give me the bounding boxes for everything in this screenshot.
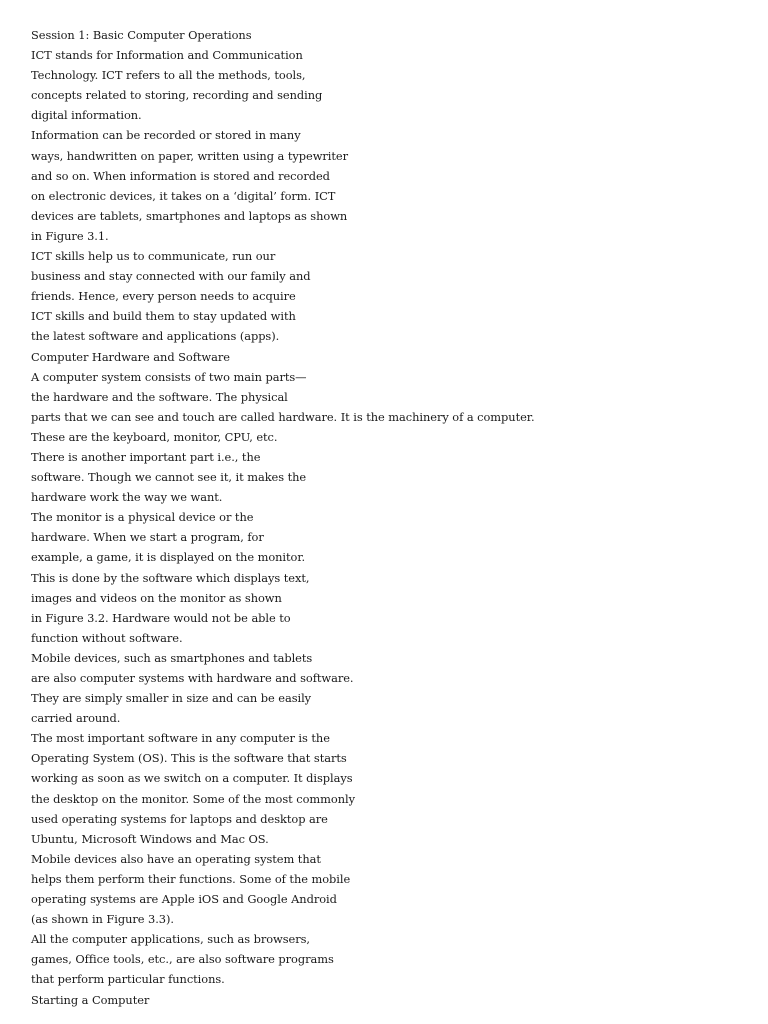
text-line: (as shown in Figure 3.3). [31, 912, 174, 927]
text-line: that perform particular functions. [31, 972, 225, 987]
text-line: Operating System (OS). This is the software that starts [31, 751, 347, 766]
text-line: the desktop on the monitor. Some of the most commonly [31, 791, 355, 806]
text-line: concepts related to storing, recording and sending [31, 88, 323, 103]
text-line: The monitor is a physical device or the [31, 510, 254, 525]
text-line: games, Office tools, etc., are also software programs [31, 952, 334, 967]
text-line: carried around. [31, 711, 121, 726]
text-line: They are simply smaller in size and can be easily [31, 691, 312, 706]
text-line: business and stay connected with our family and [31, 269, 311, 284]
text-line: Ubuntu, Microsoft Windows and Mac OS. [31, 831, 269, 846]
text-line: ICT stands for Information and Communication [31, 48, 303, 63]
text-line: helps them perform their functions. Some of the mobile [31, 871, 351, 886]
text-line: used operating systems for laptops and desktop are [31, 811, 328, 826]
document-page [31, 25, 751, 1010]
text-line: the latest software and applications (apps). [31, 329, 280, 344]
text-line: parts that we can see and touch are called hardware. It is the machinery of a computer. [31, 409, 535, 424]
text-line: All the computer applications, such as browsers, [31, 932, 311, 947]
text-line: ICT skills and build them to stay updated with [31, 309, 296, 324]
text-line: function without software. [31, 630, 183, 645]
text-line: are also computer systems with hardware and software. [31, 671, 354, 685]
text-line: ways, handwritten on paper, written using a typewriter [31, 148, 348, 163]
section-heading: Starting a Computer [31, 992, 150, 1007]
text-line: ICT skills help us to communicate, run our [31, 249, 276, 264]
text-line: Technology. ICT refers to all the methods, tools, [31, 68, 306, 83]
text-line: There is another important part i.e., the [31, 449, 261, 464]
text-line: in Figure 3.2. Hardware would not be able to [31, 610, 291, 625]
text-line: digital information. [31, 108, 142, 123]
text-line: example, a game, it is displayed on the monitor. [31, 550, 306, 565]
text-line: This is done by the software which displays text, [31, 570, 310, 585]
text-line: A computer system consists of two main parts— [31, 369, 307, 384]
text-line: These are the keyboard, monitor, CPU, etc. [31, 429, 278, 444]
text-line: devices are tablets, smartphones and laptops as shown [31, 208, 348, 223]
text-line: hardware. When we start a program, for [31, 530, 264, 545]
text-line: friends. Hence, every person needs to acquire [31, 289, 296, 304]
text-line: in Figure 3.1. [31, 228, 109, 243]
text-line: images and videos on the monitor as shown [31, 590, 282, 605]
text-line: on electronic devices, it takes on a ‘digital’ form. ICT [31, 188, 336, 203]
session-heading: Session 1: Basic Computer Operations [31, 28, 252, 42]
section-heading: Computer Hardware and Software [31, 349, 230, 364]
text-line: the hardware and the software. The physical [31, 389, 288, 404]
text-line: and so on. When information is stored and recorded [31, 168, 330, 183]
text-line: hardware work the way we want. [31, 490, 223, 505]
text-line: Mobile devices, such as smartphones and tablets [31, 650, 313, 665]
text-line: operating systems are Apple iOS and Google Android [31, 892, 337, 907]
text-line: working as soon as we switch on a computer. It displays [31, 771, 353, 786]
text-line: software. Though we cannot see it, it makes the [31, 470, 307, 485]
text-line: The most important software in any computer is the [31, 731, 330, 746]
text-line: Mobile devices also have an operating system that [31, 851, 321, 866]
text-line: Information can be recorded or stored in many [31, 128, 301, 143]
